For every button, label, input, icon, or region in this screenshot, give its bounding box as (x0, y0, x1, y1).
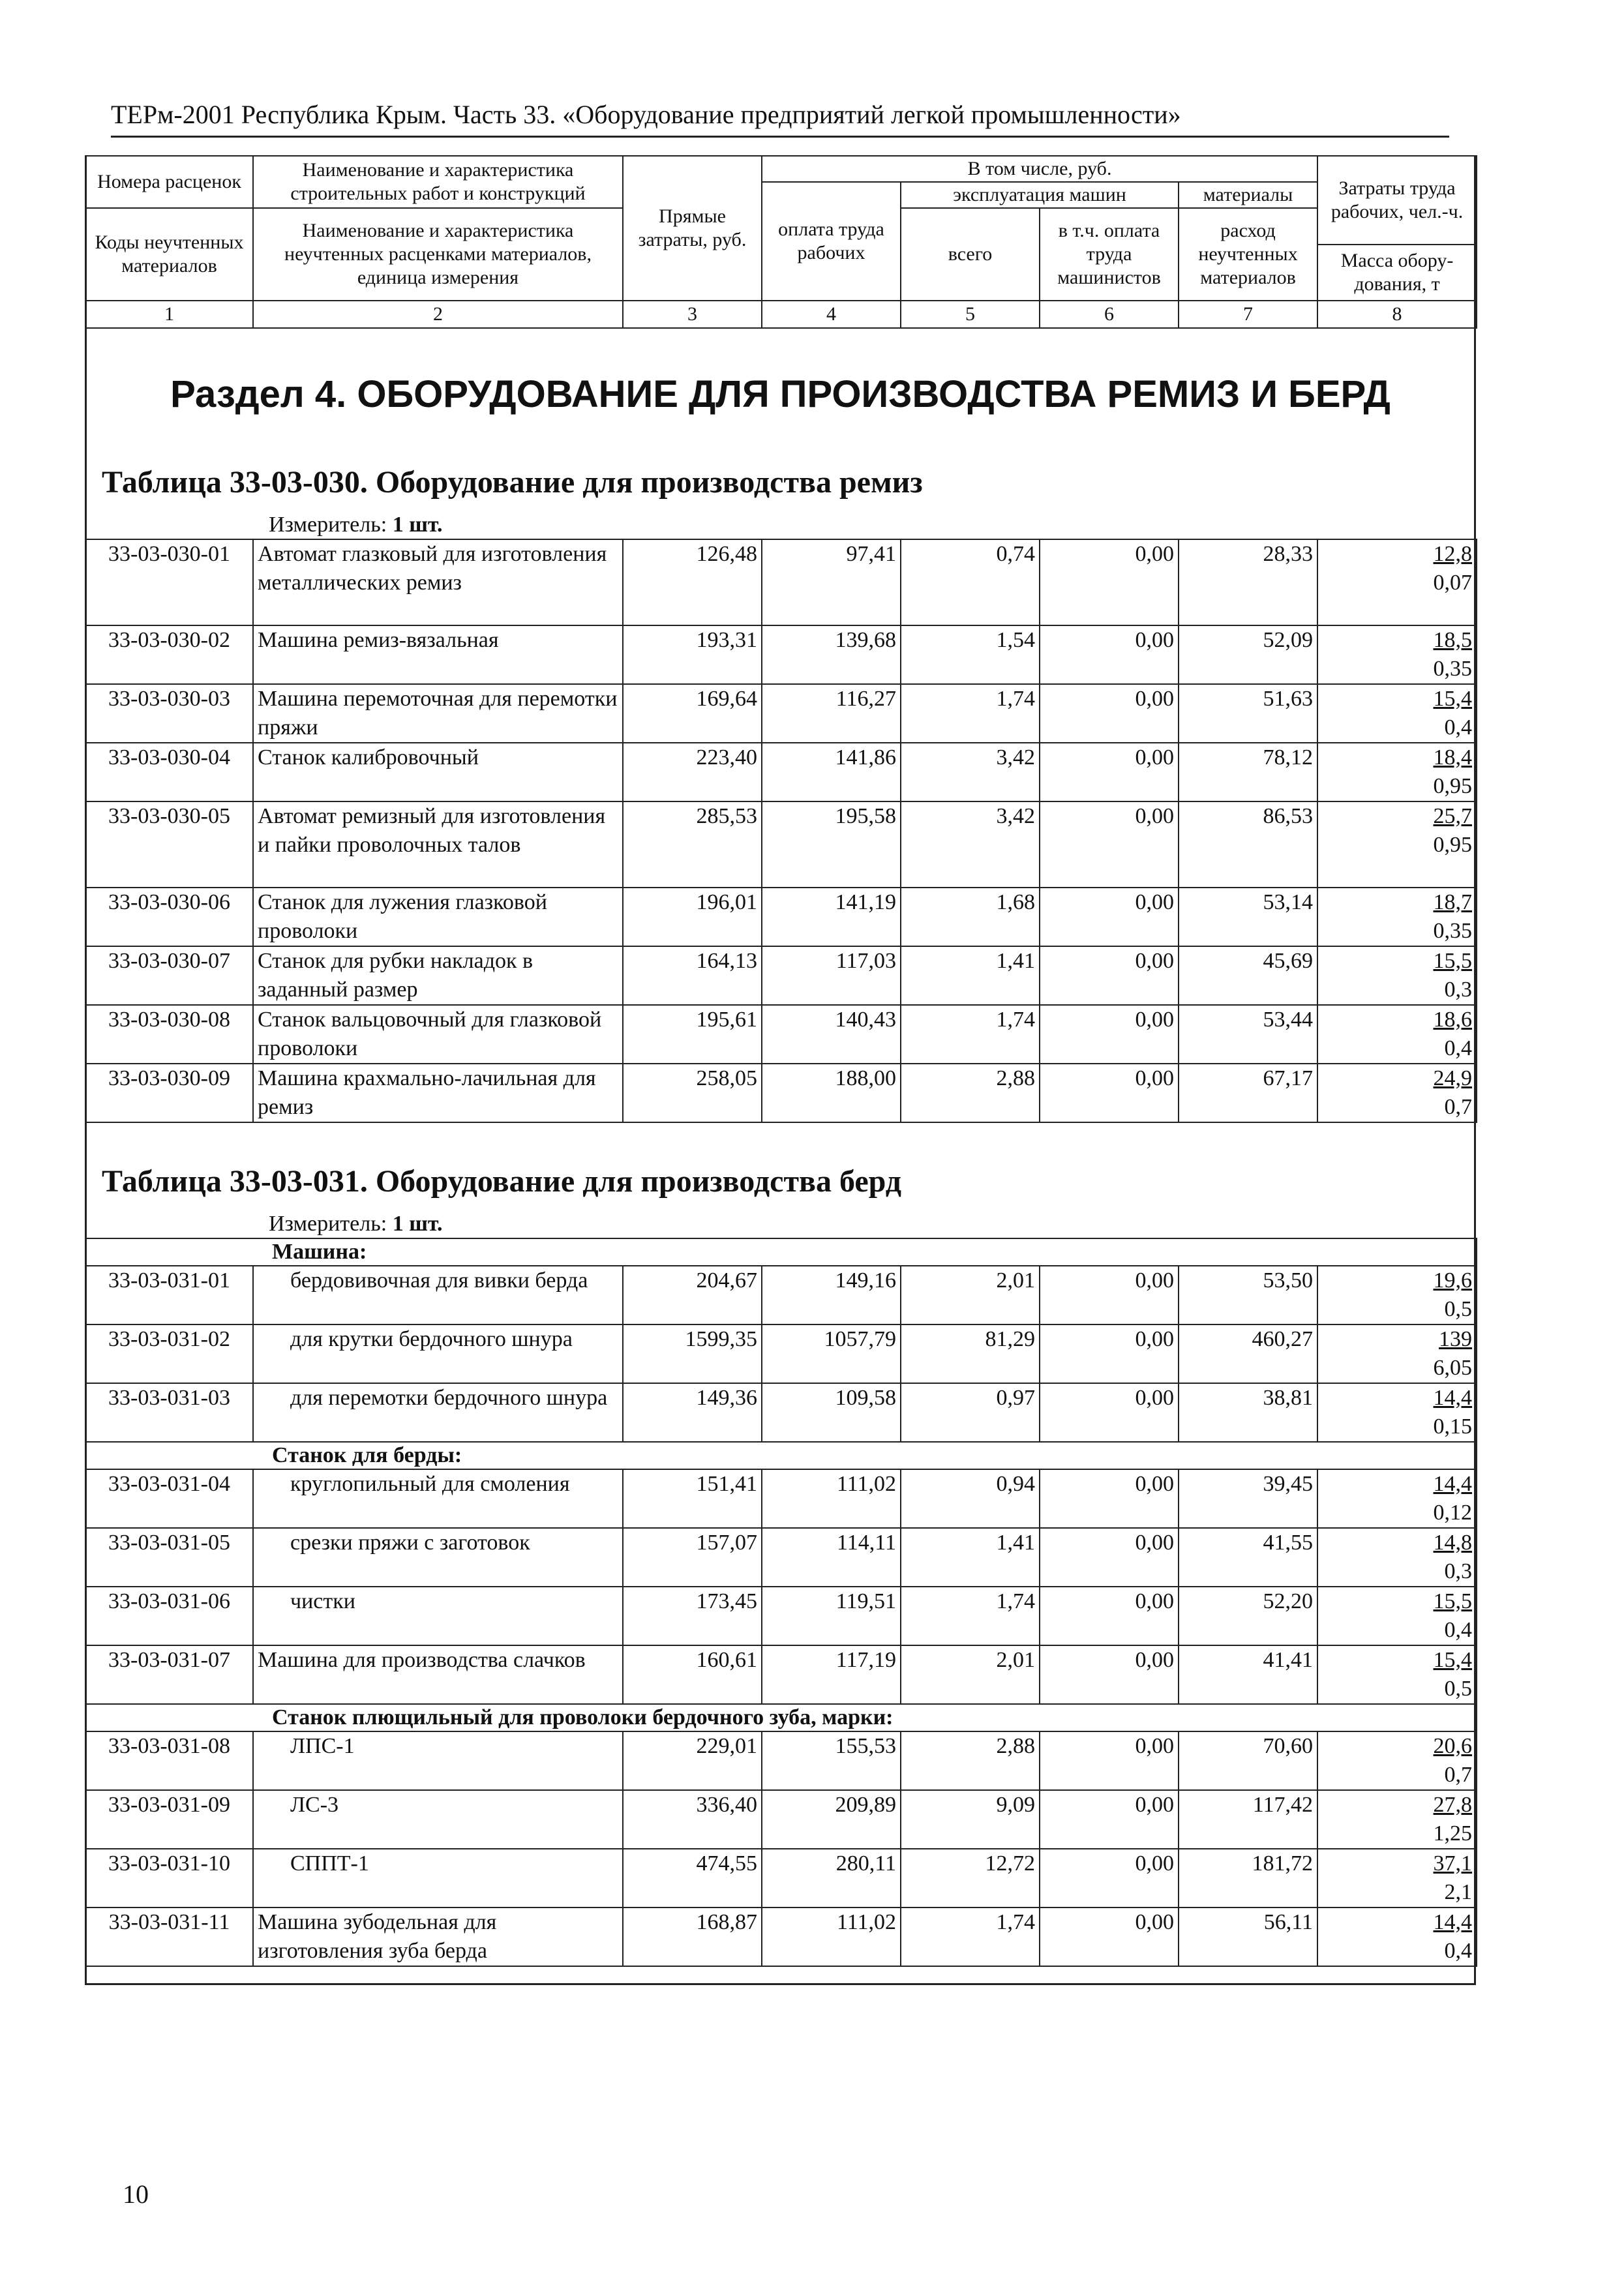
equipment-mass: 0,5 (1444, 1677, 1473, 1701)
labor-hours: 37,1 (1433, 1851, 1473, 1876)
materials-cost: 117,42 (1179, 1790, 1317, 1849)
equipment-mass: 0,12 (1433, 1501, 1473, 1525)
direct-cost: 126,48 (623, 539, 762, 625)
labor-cost: 111,02 (762, 1908, 901, 1966)
rate-code: 33-03-030-06 (85, 888, 253, 946)
equipment-mass: 0,7 (1444, 1763, 1473, 1787)
equipment-mass: 0,95 (1433, 774, 1472, 798)
table-row (85, 539, 1477, 625)
equipment-mass: 0,35 (1433, 919, 1472, 943)
direct-cost: 258,05 (623, 1064, 762, 1122)
machinist-labor-cost: 0,00 (1040, 1469, 1179, 1528)
table-row (85, 1469, 1477, 1528)
col-header-mass: Масса обору-дования, т (1317, 245, 1477, 301)
labor-hours-and-mass (1317, 625, 1477, 684)
machine-cost: 0,94 (901, 1469, 1040, 1528)
table-row (85, 1005, 1477, 1064)
labor-hours: 15,5 (1433, 1589, 1473, 1613)
equipment-mass: 0,4 (1444, 715, 1472, 740)
col-number: 6 (1040, 301, 1179, 328)
labor-cost: 155,53 (762, 1731, 901, 1790)
machine-cost: 1,74 (901, 684, 1040, 743)
direct-cost: 223,40 (623, 743, 762, 801)
machinist-labor-cost: 0,00 (1040, 1005, 1179, 1064)
labor-hours-and-mass (1317, 1587, 1477, 1645)
machine-cost: 12,72 (901, 1849, 1040, 1908)
materials-cost: 38,81 (1179, 1383, 1317, 1442)
labor-cost: 117,03 (762, 946, 901, 1005)
table-row (85, 625, 1477, 684)
rate-name: Машина перемоточная для перемотки пряжи (253, 684, 623, 743)
materials-cost: 51,63 (1179, 684, 1317, 743)
col-number: 7 (1179, 301, 1317, 328)
equipment-mass: 0,3 (1444, 1559, 1473, 1583)
labor-hours: 18,5 (1433, 628, 1472, 652)
direct-cost: 336,40 (623, 1790, 762, 1849)
group-row (85, 1442, 1477, 1469)
table-row (85, 1587, 1477, 1645)
rate-name: ЛС-3 (253, 1790, 623, 1849)
direct-cost: 193,31 (623, 625, 762, 684)
group-heading: Машина: (85, 1238, 1477, 1266)
direct-cost: 1599,35 (623, 1324, 762, 1383)
direct-cost: 204,67 (623, 1266, 762, 1324)
rate-code: 33-03-031-01 (85, 1266, 253, 1324)
direct-cost: 196,01 (623, 888, 762, 946)
labor-hours: 18,6 (1433, 1008, 1472, 1032)
rate-name: ЛПС-1 (253, 1731, 623, 1790)
table-row (85, 1064, 1477, 1122)
rate-name: Машина для производства слачков (253, 1645, 623, 1704)
labor-hours: 139 (1439, 1327, 1473, 1351)
col-header-machines: эксплуатация машин (901, 182, 1179, 208)
labor-hours-and-mass (1317, 1731, 1477, 1790)
table-row (85, 684, 1477, 743)
section-title: Раздел 4. ОБОРУДОВАНИЕ ДЛЯ ПРОИЗВОДСТВА РЕМИЗ И БЕРД (170, 373, 1391, 415)
col-header-machines-total: всего (901, 208, 1040, 301)
col-header-material-usage: расход неучтенных материалов (1179, 208, 1317, 301)
rate-code: 33-03-031-08 (85, 1731, 253, 1790)
labor-cost: 188,00 (762, 1064, 901, 1122)
table-row (85, 1790, 1477, 1849)
col-number: 8 (1317, 301, 1477, 328)
labor-cost: 114,11 (762, 1528, 901, 1587)
labor-hours: 12,8 (1433, 542, 1472, 566)
materials-cost: 67,17 (1179, 1064, 1317, 1122)
materials-cost: 78,12 (1179, 743, 1317, 801)
rate-name: СППТ-1 (253, 1849, 623, 1908)
machine-cost: 3,42 (901, 801, 1040, 888)
col-header-machinists-labor: в т.ч. оплата труда машинистов (1040, 208, 1179, 301)
labor-hours: 25,7 (1433, 804, 1472, 828)
direct-cost: 151,41 (623, 1469, 762, 1528)
meter-value: 1 шт. (392, 1212, 443, 1236)
rate-code: 33-03-031-05 (85, 1528, 253, 1587)
machinist-labor-cost: 0,00 (1040, 1790, 1179, 1849)
machine-cost: 1,74 (901, 1587, 1040, 1645)
materials-cost: 86,53 (1179, 801, 1317, 888)
labor-hours-and-mass (1317, 684, 1477, 743)
col-number: 1 (85, 301, 253, 328)
materials-cost: 53,50 (1179, 1266, 1317, 1324)
machinist-labor-cost: 0,00 (1040, 1383, 1179, 1442)
equipment-mass: 0,15 (1433, 1414, 1473, 1439)
equipment-mass: 2,1 (1444, 1880, 1473, 1904)
col-number: 3 (623, 301, 762, 328)
col-number: 5 (901, 301, 1040, 328)
table-row (85, 1528, 1477, 1587)
labor-cost: 195,58 (762, 801, 901, 888)
labor-hours-and-mass (1317, 801, 1477, 888)
page-number: 10 (123, 2179, 149, 2209)
machinist-labor-cost: 0,00 (1040, 1324, 1179, 1383)
group-row (85, 1238, 1477, 1266)
rate-name: чистки (253, 1587, 623, 1645)
col-header-hours: Затраты труда рабочих, чел.-ч. (1317, 156, 1477, 245)
rate-code: 33-03-031-11 (85, 1908, 253, 1966)
machinist-labor-cost: 0,00 (1040, 946, 1179, 1005)
group-row (85, 1704, 1477, 1731)
labor-hours: 14,8 (1433, 1531, 1473, 1555)
labor-hours-and-mass (1317, 1266, 1477, 1324)
meter-label: Измеритель: (269, 1212, 387, 1236)
labor-hours-and-mass (1317, 1469, 1477, 1528)
machine-cost: 3,42 (901, 743, 1040, 801)
rate-code: 33-03-030-02 (85, 625, 253, 684)
table-row (85, 1266, 1477, 1324)
labor-cost: 141,19 (762, 888, 901, 946)
rate-name: Станок для рубки накладок в заданный размер (253, 946, 623, 1005)
rate-code: 33-03-030-05 (85, 801, 253, 888)
col-header-material-codes: Коды неучтенных материалов (85, 208, 253, 301)
direct-cost: 285,53 (623, 801, 762, 888)
machinist-labor-cost: 0,00 (1040, 1645, 1179, 1704)
machinist-labor-cost: 0,00 (1040, 743, 1179, 801)
col-number: 2 (253, 301, 623, 328)
table-row (85, 1908, 1477, 1966)
materials-cost: 53,14 (1179, 888, 1317, 946)
rate-name: Машина крахмально-лачильная для ремиз (253, 1064, 623, 1122)
labor-hours-and-mass (1317, 743, 1477, 801)
direct-cost: 164,13 (623, 946, 762, 1005)
col-header-name: Наименование и характеристика строительных работ и конструкций (253, 156, 623, 208)
machinist-labor-cost: 0,00 (1040, 684, 1179, 743)
rate-code: 33-03-030-09 (85, 1064, 253, 1122)
table-row (85, 946, 1477, 1005)
machinist-labor-cost: 0,00 (1040, 1908, 1179, 1966)
machine-cost: 1,41 (901, 1528, 1040, 1587)
machine-cost: 81,29 (901, 1324, 1040, 1383)
machinist-labor-cost: 0,00 (1040, 1587, 1179, 1645)
col-header-incl: В том числе, руб. (762, 156, 1317, 182)
direct-cost: 157,07 (623, 1528, 762, 1587)
column-header-table (85, 155, 1477, 329)
machine-cost: 0,97 (901, 1383, 1040, 1442)
direct-cost: 195,61 (623, 1005, 762, 1064)
table-31 (85, 1238, 1477, 1967)
labor-hours: 15,5 (1433, 949, 1472, 973)
labor-hours-and-mass (1317, 539, 1477, 625)
materials-cost: 56,11 (1179, 1908, 1317, 1966)
equipment-mass: 0,4 (1444, 1939, 1473, 1963)
equipment-mass: 0,35 (1433, 657, 1472, 681)
table-row (85, 743, 1477, 801)
labor-cost: 116,27 (762, 684, 901, 743)
equipment-mass: 0,3 (1444, 978, 1472, 1002)
labor-hours: 15,4 (1433, 687, 1472, 711)
labor-hours: 18,4 (1433, 745, 1472, 770)
machine-cost: 1,54 (901, 625, 1040, 684)
machinist-labor-cost: 0,00 (1040, 1064, 1179, 1122)
labor-cost: 139,68 (762, 625, 901, 684)
labor-hours: 20,6 (1433, 1734, 1473, 1758)
rate-name: срезки пряжи с заготовок (253, 1528, 623, 1587)
rate-name: Автомат глазковый для изготовления металлических ремиз (253, 539, 623, 625)
materials-cost: 41,55 (1179, 1528, 1317, 1587)
col-header-labor: оплата труда рабочих (762, 182, 901, 301)
col-header-codes: Номера расценок (85, 156, 253, 208)
direct-cost: 160,61 (623, 1645, 762, 1704)
rate-name: Машина ремиз-вязальная (253, 625, 623, 684)
page-header: ТЕРм-2001 Республика Крым. Часть 33. «Оборудование предприятий легкой промышленности» (111, 97, 1449, 138)
labor-hours-and-mass (1317, 1005, 1477, 1064)
labor-hours: 14,4 (1433, 1910, 1473, 1934)
labor-hours-and-mass (1317, 1645, 1477, 1704)
rate-code: 33-03-031-02 (85, 1324, 253, 1383)
rate-code: 33-03-030-07 (85, 946, 253, 1005)
col-header-materials: материалы (1179, 182, 1317, 208)
equipment-mass: 1,25 (1433, 1821, 1473, 1846)
materials-cost: 39,45 (1179, 1469, 1317, 1528)
direct-cost: 168,87 (623, 1908, 762, 1966)
materials-cost: 45,69 (1179, 946, 1317, 1005)
machinist-labor-cost: 0,00 (1040, 888, 1179, 946)
rate-code: 33-03-030-08 (85, 1005, 253, 1064)
labor-hours: 19,6 (1433, 1268, 1473, 1293)
machinist-labor-cost: 0,00 (1040, 1266, 1179, 1324)
labor-hours-and-mass (1317, 946, 1477, 1005)
labor-hours: 14,4 (1433, 1472, 1473, 1496)
labor-cost: 140,43 (762, 1005, 901, 1064)
machine-cost: 1,41 (901, 946, 1040, 1005)
machine-cost: 1,68 (901, 888, 1040, 946)
equipment-mass: 0,7 (1444, 1095, 1472, 1119)
machinist-labor-cost: 0,00 (1040, 539, 1179, 625)
labor-cost: 111,02 (762, 1469, 901, 1528)
machinist-labor-cost: 0,00 (1040, 625, 1179, 684)
rate-name: круглопильный для смоления (253, 1469, 623, 1528)
labor-hours-and-mass (1317, 1790, 1477, 1849)
machinist-labor-cost: 0,00 (1040, 1849, 1179, 1908)
labor-hours: 24,9 (1433, 1066, 1472, 1090)
machine-cost: 1,74 (901, 1908, 1040, 1966)
machine-cost: 2,01 (901, 1645, 1040, 1704)
equipment-mass: 0,4 (1444, 1036, 1472, 1060)
equipment-mass: 0,5 (1444, 1297, 1473, 1321)
labor-cost: 97,41 (762, 539, 901, 625)
labor-hours: 14,4 (1433, 1386, 1473, 1410)
rate-code: 33-03-031-06 (85, 1587, 253, 1645)
col-header-material-name: Наименование и характеристика неучтенных расценками материалов, единица измерения (253, 208, 623, 301)
rate-name: Станок для лужения глазковой проволоки (253, 888, 623, 946)
rate-name: Станок калибровочный (253, 743, 623, 801)
rate-name: Машина зубодельная для изготовления зуба берда (253, 1908, 623, 1966)
rate-code: 33-03-030-04 (85, 743, 253, 801)
table-row (85, 1645, 1477, 1704)
table-31-meter (269, 1211, 443, 1237)
labor-cost: 280,11 (762, 1849, 901, 1908)
meter-value: 1 шт. (392, 513, 443, 537)
labor-cost: 1057,79 (762, 1324, 901, 1383)
materials-cost: 181,72 (1179, 1849, 1317, 1908)
rate-code: 33-03-031-03 (85, 1383, 253, 1442)
direct-cost: 229,01 (623, 1731, 762, 1790)
labor-hours-and-mass (1317, 1849, 1477, 1908)
rate-code: 33-03-030-01 (85, 539, 253, 625)
machine-cost: 1,74 (901, 1005, 1040, 1064)
machine-cost: 2,01 (901, 1266, 1040, 1324)
materials-cost: 53,44 (1179, 1005, 1317, 1064)
rate-name: для перемотки бердочного шнура (253, 1383, 623, 1442)
rate-code: 33-03-031-04 (85, 1469, 253, 1528)
labor-hours-and-mass (1317, 1528, 1477, 1587)
labor-cost: 209,89 (762, 1790, 901, 1849)
rate-name: Станок вальцовочный для глазковой проволоки (253, 1005, 623, 1064)
machine-cost: 2,88 (901, 1731, 1040, 1790)
labor-hours-and-mass (1317, 1324, 1477, 1383)
direct-cost: 474,55 (623, 1849, 762, 1908)
table-row (85, 1849, 1477, 1908)
labor-cost: 109,58 (762, 1383, 901, 1442)
table-row (85, 1383, 1477, 1442)
labor-hours-and-mass (1317, 1383, 1477, 1442)
labor-cost: 141,86 (762, 743, 901, 801)
rate-code: 33-03-031-07 (85, 1645, 253, 1704)
labor-cost: 117,19 (762, 1645, 901, 1704)
table-row (85, 1731, 1477, 1790)
group-heading: Станок для берды: (85, 1442, 1477, 1469)
table-row (85, 801, 1477, 888)
machine-cost: 0,74 (901, 539, 1040, 625)
machinist-labor-cost: 0,00 (1040, 1731, 1179, 1790)
labor-hours-and-mass (1317, 888, 1477, 946)
materials-cost: 52,20 (1179, 1587, 1317, 1645)
equipment-mass: 0,4 (1444, 1618, 1473, 1642)
rate-name: бердовивочная для вивки берда (253, 1266, 623, 1324)
machinist-labor-cost: 0,00 (1040, 801, 1179, 888)
meter-label: Измеритель: (269, 513, 387, 537)
group-heading: Станок плющильный для проволоки бердочного зуба, марки: (85, 1704, 1477, 1731)
labor-hours: 15,4 (1433, 1648, 1473, 1672)
rate-name: для крутки бердочного шнура (253, 1324, 623, 1383)
table-30 (85, 539, 1477, 1123)
rate-name: Автомат ремизный для изготовления и пайки проволочных талов (253, 801, 623, 888)
labor-cost: 119,51 (762, 1587, 901, 1645)
equipment-mass: 0,07 (1433, 571, 1472, 595)
table-row (85, 888, 1477, 946)
labor-hours: 27,8 (1433, 1793, 1473, 1817)
materials-cost: 460,27 (1179, 1324, 1317, 1383)
table-row (85, 1324, 1477, 1383)
labor-cost: 149,16 (762, 1266, 901, 1324)
equipment-mass: 0,95 (1433, 833, 1472, 857)
table-30-meter (269, 512, 443, 538)
table-31-title: Таблица 33-03-031. Оборудование для производства берд (102, 1164, 901, 1199)
equipment-mass: 6,05 (1433, 1356, 1473, 1380)
rate-code: 33-03-030-03 (85, 684, 253, 743)
materials-cost: 41,41 (1179, 1645, 1317, 1704)
col-number: 4 (762, 301, 901, 328)
direct-cost: 173,45 (623, 1587, 762, 1645)
rate-code: 33-03-031-10 (85, 1849, 253, 1908)
labor-hours-and-mass (1317, 1908, 1477, 1966)
direct-cost: 169,64 (623, 684, 762, 743)
materials-cost: 52,09 (1179, 625, 1317, 684)
machine-cost: 9,09 (901, 1790, 1040, 1849)
direct-cost: 149,36 (623, 1383, 762, 1442)
rate-code: 33-03-031-09 (85, 1790, 253, 1849)
table-30-title: Таблица 33-03-030. Оборудование для производства ремиз (102, 465, 923, 500)
machinist-labor-cost: 0,00 (1040, 1528, 1179, 1587)
labor-hours-and-mass (1317, 1064, 1477, 1122)
materials-cost: 28,33 (1179, 539, 1317, 625)
machine-cost: 2,88 (901, 1064, 1040, 1122)
labor-hours: 18,7 (1433, 890, 1472, 914)
col-header-direct: Прямые затраты, руб. (623, 156, 762, 301)
materials-cost: 70,60 (1179, 1731, 1317, 1790)
